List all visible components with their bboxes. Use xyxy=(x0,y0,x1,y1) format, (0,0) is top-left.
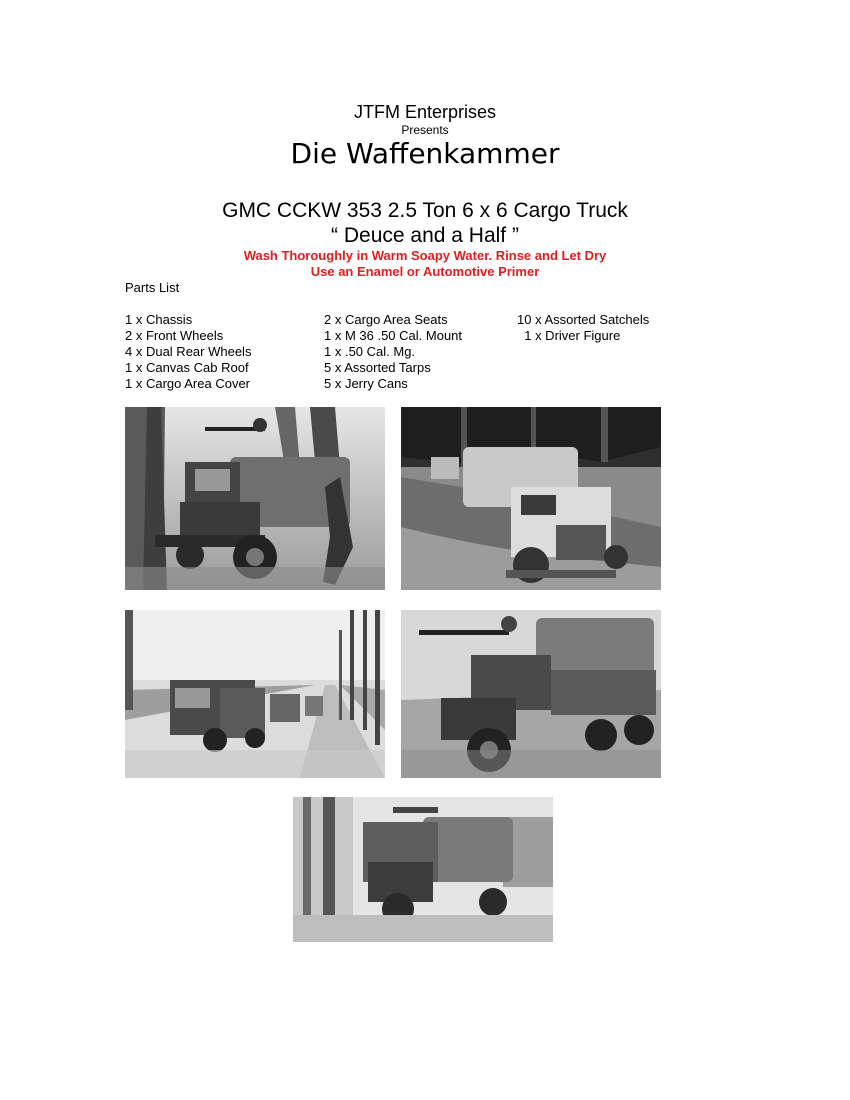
kit-nickname: “ Deuce and a Half ” xyxy=(331,224,519,247)
parts-list-heading: Parts List xyxy=(125,280,180,295)
photo-truck-with-gunner xyxy=(125,407,385,590)
wash-instruction: Wash Thoroughly in Warm Soapy Water. Rinse and Let Dry xyxy=(243,248,607,263)
part-item: 10 x Assorted Satchels xyxy=(517,312,650,327)
product-line-title: Die Waffenkammer xyxy=(290,137,560,170)
part-item: 4 x Dual Rear Wheels xyxy=(125,344,252,359)
primer-instruction: Use an Enamel or Automotive Primer xyxy=(310,264,540,279)
parts-column-2 xyxy=(324,312,462,392)
part-item: 1 x Cargo Area Cover xyxy=(125,376,251,391)
photo-truck-in-town-image xyxy=(293,797,553,942)
part-item: 1 x Canvas Cab Roof xyxy=(125,360,249,375)
kit-title: GMC CCKW 353 2.5 Ton 6 x 6 Cargo Truck xyxy=(222,199,628,222)
part-item: 1 x M 36 .50 Cal. Mount xyxy=(324,328,463,343)
part-item: 1 x Chassis xyxy=(125,312,193,327)
photo-truck-in-mud xyxy=(401,407,661,590)
part-item: 1 x .50 Cal. Mg. xyxy=(324,344,416,359)
parts-column-1 xyxy=(125,312,251,392)
part-item: 5 x Assorted Tarps xyxy=(324,360,431,375)
photo-truck-in-mud-image xyxy=(401,407,661,590)
photo-truck-in-town xyxy=(293,797,553,942)
photo-convoy-on-road xyxy=(125,610,385,778)
part-item: 1 x Driver Figure xyxy=(517,328,621,343)
part-item: 5 x Jerry Cans xyxy=(324,376,408,391)
part-item: 2 x Front Wheels xyxy=(125,328,224,343)
photo-truck-with-ring-mount-image xyxy=(401,610,661,778)
part-item: 2 x Cargo Area Seats xyxy=(324,312,448,327)
photo-convoy-on-road-image xyxy=(125,610,385,778)
company-name: JTFM Enterprises xyxy=(353,102,497,122)
presents-line: Presents xyxy=(401,123,449,137)
photo-truck-with-ring-mount xyxy=(401,610,661,778)
photo-truck-with-gunner-image xyxy=(125,407,385,590)
parts-column-3 xyxy=(517,312,649,344)
